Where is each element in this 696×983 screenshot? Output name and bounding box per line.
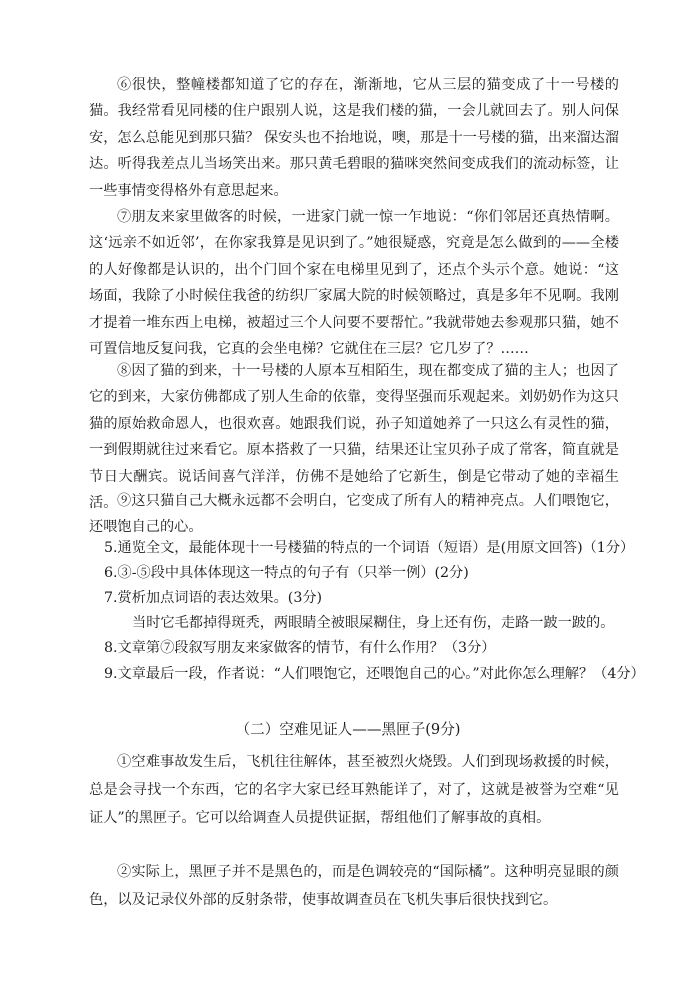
question-8: 8.文章第⑦段叙写朋友来家做客的情节，有什么作用？（3分）: [104, 640, 496, 656]
question-6: 6.③-⑤段中具体体现这一特点的句子有（只举一例）(2分): [104, 565, 469, 581]
paragraph-7: ⑦朋友来家里做客的时候，一进家门就一惊一乍地说：“你们邻居还真热情啊。这‘远亲不如近邻’，在你家我算是见识到了。”她很疑惑，究竟是怎么做到的——全楼的人好像都是认识的，出个门回个家在电梯里见到了，还点个头示个意。她说：“这场面，我除了小时候住我爸的纺织厂家属大院的时候领略过，真是多年不见啊。我刚才提着一堆东西上电梯，被超过三个人问要不要帮忙。”我就带她去参观那只猫，她不可置信地反复问我，它真的会坐电梯？它就住在三层？它几岁了？……: [89, 209, 619, 358]
question-7-example: 当时它毛都掉得斑秃，两眼睛全被眼屎糊住，身上还有伤，走路一跛一跛的。: [132, 615, 615, 631]
section2-paragraph-1: ①空难事故发生后，飞机往往解体，甚至被烈火烧毁。人们到现场救援的时候，总是会寻找一个东西，它的名字大家已经耳熟能详了，对了，这就是被誉为空难“见证人”的黑匣子。它可以给调查人员提供证据，帮组他们了解事故的真相。: [89, 754, 619, 826]
question-5: 5.通览全文，最能体现十一号楼猫的特点的一个词语（短语）是(用原文回答)（1分）: [104, 540, 635, 556]
question-7: 7.赏析加点词语的表达效果。(3分): [104, 590, 323, 606]
question-9: 9.文章最后一段，作者说：“人们喂饱它，还喂饱自己的心。”对此你怎么理解？（4分）: [104, 666, 645, 682]
paragraph-9: ⑨这只猫自己大概永远都不会明白，它变成了所有人的精神亮点。人们喂饱它，还喂饱自己的心。: [89, 493, 619, 536]
paragraph-8: ⑧因了猫的到来，十一号楼的人原本互相陌生，现在都变成了猫的主人；也因了它的到来，大家仿佛都成了别人生命的依靠，变得坚强而乐观起来。刘奶奶作为这只猫的原始救命恩人，也很欢喜。她跟我们说，孙子知道她养了一只这么有灵性的猫，一到假期就往过来看它。原本搭救了一只猫，结果还让宝贝孙子成了常客，简直就是节日大酬宾。说话间喜气洋洋，仿佛不是她给了它新生，倒是它带动了她的幸福生活。: [89, 363, 619, 512]
section-heading: （二）空难见证人——黑匣子(9分): [235, 721, 461, 738]
section2-paragraph-2: ②实际上，黑匣子并不是黑色的，而是色调较亮的“国际橘”。这种明亮显眼的颜色，以及记录仪外部的反射条带，使事故调查员在飞机失事后很快找到它。: [89, 864, 619, 908]
paragraph-6: ⑥很快，整幢楼都知道了它的存在，渐渐地，它从三层的猫变成了十一号楼的猫。我经常看见同楼的住户跟别人说，这是我们楼的猫，一会儿就回去了。别人问保安，怎么总能见到那只猫？ 保安头也不抬地说，噢，那是十一号楼的猫，出来溜达溜达。听得我差点儿当场笑出来。那只黄毛碧眼的猫咪突然间变成我们的流动标签，让一些事情变得格外有意思起来。: [89, 77, 619, 199]
